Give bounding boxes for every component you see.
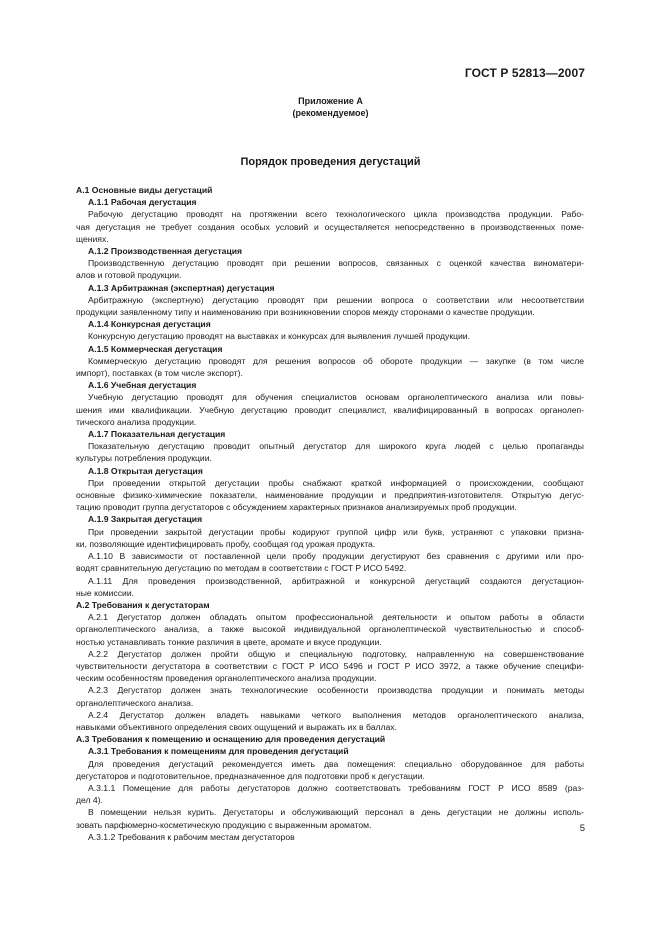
text-line: ные комиссии.: [76, 587, 135, 598]
text-line: импорт), поставках (в том числе экспорт).: [76, 368, 243, 379]
text-line: чая дегустация не требует создания особых условий и осуществляется непосредственно в производственных поме-: [76, 221, 584, 232]
paragraph: [76, 611, 584, 648]
section-heading: А.1.8 Открытая дегустация: [88, 465, 203, 476]
text-line: Коммерческую дегустацию проводят для решения вопросов об обороте продукции — закупке (в том числе: [88, 355, 584, 366]
text-line: А.2.3 Дегустатор должен знать технологические особенности производства продукции и понимать методы: [88, 685, 584, 696]
text-line: водят сравнительную дегустацию по методам в соответствии с ГОСТ Р ИСО 5492.: [76, 563, 407, 574]
text-line: чувствительности дегустатора в соответствии с ГОСТ Р ИСО 5496 и ГОСТ Р ИСО 3972, а также обучение специфи-: [76, 660, 584, 671]
section-heading: А.1.6 Учебная дегустация: [88, 380, 197, 391]
text-line: Рабочую дегустацию проводят на протяжении всего технологического цикла производства продукции. Рабо-: [88, 209, 584, 220]
text-line: навыками объективного определения своих ощущений и выражать их в баллах.: [76, 721, 397, 732]
text-line: А.1.11 Для проведения производственной, арбитражной и конкурсной дегустаций создаются дегустацион-: [88, 575, 584, 586]
paragraph: [76, 208, 584, 245]
section-heading: А.2 Требования к дегустаторам: [76, 599, 210, 610]
text-line: ки, позволяющие идентифицировать пробу, сообщая год урожая продукта.: [76, 538, 376, 549]
section-heading: А.1.7 Показательная дегустация: [88, 429, 226, 440]
paragraph: [76, 550, 584, 574]
text-line: ческим особенностям проведения органолептического анализа продукции.: [76, 673, 377, 684]
standard-code: ГОСТ Р 52813—2007: [464, 66, 585, 80]
text-line: ностью устанавливать тонкие различия в цвете, аромате и вкусе продукции.: [76, 636, 382, 647]
text-line: зовать парфюмерно-косметическую продукцию с выраженным ароматом.: [76, 819, 372, 830]
text-line: В помещении нельзя курить. Дегустаторы и обслуживающий персонал в день дегустации не должны исполь-: [88, 807, 584, 818]
paragraph: [76, 782, 584, 806]
paragraph: [76, 355, 584, 379]
paragraph: [76, 575, 584, 599]
section-heading: А.1.9 Закрытая дегустация: [88, 514, 203, 525]
paragraph: [76, 648, 584, 685]
text-line: тического анализа продукции.: [76, 416, 197, 427]
paragraph: [76, 257, 584, 281]
text-line: органолептического анализа.: [76, 697, 194, 708]
text-line: продукции заявленному типу и наименованию при возникновении споров между сторонами о качестве продукции.: [76, 307, 535, 318]
text-line: А.3.1.2 Требования к рабочим местам дегустаторов: [88, 831, 295, 842]
paragraph: [76, 806, 584, 830]
text-line: Показательную дегустацию проводит опытный дегустатор для широкого круга людей с целью пропаганды: [88, 441, 584, 452]
text-line: А.2.2 Дегустатор должен пройти общую и специальную подготовку, направленную на совершенствование: [88, 648, 584, 659]
text-line: Учебную дегустацию проводят для обучения специалистов основам органолептического анализа или повы-: [88, 392, 584, 403]
paragraph: [76, 330, 584, 342]
text-line: основные физико-химические показатели, наименование продукции и предприятия-изготовителя. Открытую дегус-: [76, 490, 584, 501]
paragraph: [76, 709, 584, 733]
paragraph: [76, 831, 584, 843]
section-heading: А.1.1 Рабочая дегустация: [88, 197, 197, 208]
paragraph: [76, 294, 584, 318]
section-heading: А.1.5 Коммерческая дегустация: [88, 343, 223, 354]
text-line: Для проведения дегустаций рекомендуется иметь два помещения: специально оборудованное для работы: [88, 758, 584, 769]
text-line: щениях.: [76, 233, 109, 244]
section-heading: А.1.2 Производственная дегустация: [88, 246, 243, 257]
page-number: 5: [579, 823, 585, 834]
section-heading: А.3 Требования к помещению и оснащению для проведения дегустаций: [76, 734, 386, 745]
text-line: органолептического анализа, а также высокой индивидуальной органолептической чувствительностью и способ-: [76, 624, 584, 635]
text-line: культуры потребления продукции.: [76, 453, 212, 464]
section-heading: А.1 Основные виды дегустаций: [76, 185, 213, 195]
text-line: При проведении открытой дегустации пробы снабжают краткой информацией о происхождении, сообщают: [88, 477, 584, 488]
section-heading: А.3.1 Требования к помещениям для проведения дегустаций: [88, 746, 349, 757]
paragraph: [76, 391, 584, 428]
paragraph: [76, 758, 584, 782]
text-line: Производственную дегустацию проводят при решении вопросов, связанных с оценкой качества виноматери-: [88, 258, 584, 269]
paragraph: [76, 477, 584, 514]
page-title: Порядок проведения дегустаций: [240, 156, 421, 168]
text-line: А.1.10 В зависимости от поставленной цели пробу продукции дегустируют без сравнения с другими или про-: [88, 551, 584, 562]
section-heading: А.1.3 Арбитражная (экспертная) дегустация: [88, 282, 275, 293]
text-line: Арбитражную (экспертную) дегустацию проводят при решении вопроса о соответствии или несоответствии: [88, 294, 584, 305]
document-body: [76, 184, 584, 843]
text-line: шения ими квалификации. Учебную дегустацию проводит специалист, квалифицированный в вопросах органолеп-: [76, 404, 584, 415]
text-line: тацию проводит группа дегустаторов с обсуждением характерных признаков анализируемых проб продукции.: [76, 502, 517, 513]
appendix-status: (рекомендуемое): [292, 108, 369, 118]
text-line: дегустаторов и подготовительное, предназначенное для подготовки проб к дегустации.: [76, 770, 425, 781]
section-heading: А.1.4 Конкурсная дегустация: [88, 319, 211, 330]
text-line: При проведении закрытой дегустации пробы кодируют группой цифр или букв, устраняют с упаковки призна-: [88, 526, 584, 537]
text-line: А.2.4 Дегустатор должен владеть навыками четкого выполнения методов органолептического анализа,: [88, 709, 584, 720]
text-line: дел 4).: [76, 795, 103, 806]
appendix-label: Приложение А: [298, 96, 363, 106]
paragraph: [76, 526, 584, 550]
text-line: алов и готовой продукции.: [76, 270, 182, 281]
paragraph: [76, 684, 584, 708]
paragraph: [76, 440, 584, 464]
text-line: А.2.1 Дегустатор должен обладать опытом профессиональной деятельности и опытом работы в области: [88, 612, 584, 623]
text-line: А.3.1.1 Помещение для работы дегустаторов должно соответствовать требованиям ГОСТ Р ИСО 8589 (раз-: [88, 782, 584, 793]
text-line: Конкурсную дегустацию проводят на выставках и конкурсах для выявления лучшей продукции.: [88, 331, 470, 342]
